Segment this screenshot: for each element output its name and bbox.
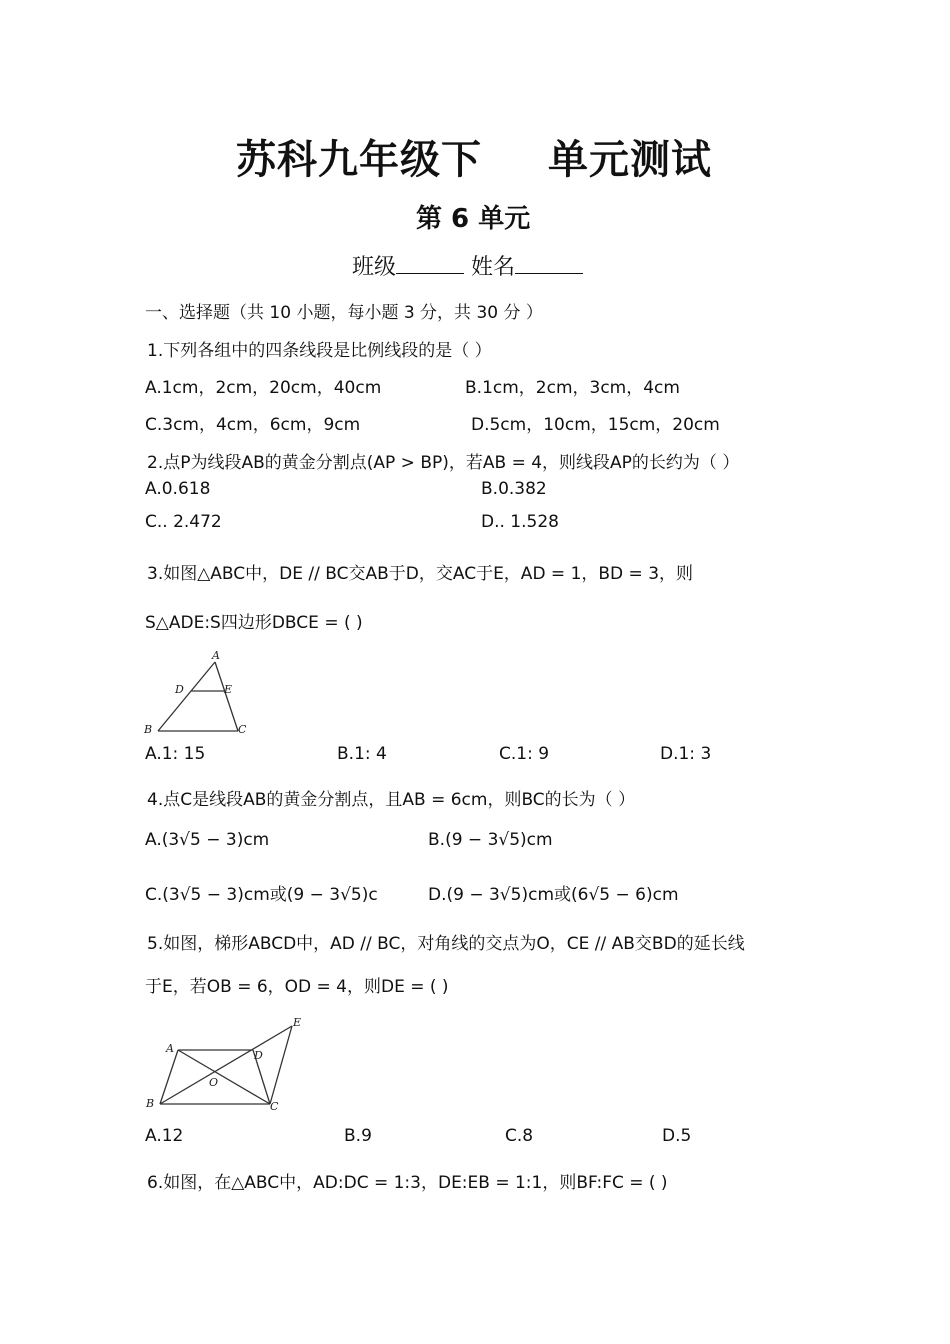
q3-option-c: C.1: 9 <box>499 744 550 764</box>
unit-heading: 第 6 单元 <box>416 204 531 234</box>
q5-side-ab <box>160 1050 178 1104</box>
q2-stem: 2.点P为线段AB的黄金分割点(AP > BP)，若AB = 4，则线段AP的长约为（ ） <box>147 453 740 473</box>
q4-stem: 4.点C是线段AB的黄金分割点，且AB = 6cm，则BC的长为（ ） <box>147 790 636 810</box>
q3-label-e: E <box>224 683 233 696</box>
q6-stem: 6.如图，在△ABC中，AD:DC = 1:3，DE:EB = 1:1，则BF:FC = ( ) <box>147 1173 668 1193</box>
q3-triangle-figure <box>140 648 252 740</box>
q5-stem-2: 于E，若OB = 6，OD = 4，则DE = ( ) <box>145 977 449 997</box>
q5-label-o: O <box>209 1076 219 1089</box>
q2-option-a: A.0.618 <box>145 479 211 499</box>
q5-option-d: D.5 <box>662 1126 692 1146</box>
q5-label-b: B <box>146 1097 155 1110</box>
class-label: 班级 <box>352 255 397 280</box>
q3-label-c: C <box>238 723 247 736</box>
name-label: 姓名 <box>471 255 516 280</box>
q5-option-a: A.12 <box>145 1126 184 1146</box>
q3-label-b: B <box>144 723 153 736</box>
q2-option-b: B.0.382 <box>481 479 547 499</box>
q3-option-a: A.1: 15 <box>145 744 206 764</box>
q1-option-a: A.1cm，2cm，20cm，40cm <box>145 378 382 398</box>
page-title-right: 单元测试 <box>548 137 712 183</box>
class-blank[interactable] <box>396 253 464 274</box>
q5-trapezoid-figure <box>140 1012 310 1116</box>
q3-option-b: B.1: 4 <box>337 744 387 764</box>
q5-option-b: B.9 <box>344 1126 372 1146</box>
q3-label-a: A <box>212 649 220 662</box>
q3-stem-ratio: S△ADE:S四边形DBCE = ( ) <box>145 613 363 633</box>
q5-label-c: C <box>270 1100 279 1113</box>
section-heading: 一、选择题（共 10 小题，每小题 3 分，共 30 分 ） <box>145 303 543 323</box>
q4-option-c: C.(3√5 − 3)cm或(9 − 3√5)c <box>145 885 378 905</box>
page-title-left: 苏科九年级下 <box>236 137 482 183</box>
q1-option-b: B.1cm，2cm，3cm，4cm <box>465 378 680 398</box>
q3-side-ab <box>158 662 215 731</box>
q3-label-d: D <box>175 683 184 696</box>
q3-side-ac <box>215 662 238 731</box>
q5-label-a: A <box>166 1042 174 1055</box>
q1-option-d: D.5cm，10cm，15cm，20cm <box>471 415 720 435</box>
q5-label-e: E <box>293 1016 302 1029</box>
q1-option-c: C.3cm，4cm，6cm，9cm <box>145 415 361 435</box>
q2-option-c: C.. 2.472 <box>145 512 222 532</box>
q3-stem: 3.如图△ABC中，DE // BC交AB于D，交AC于E，AD = 1，BD = 3，则 <box>147 564 694 584</box>
q3-option-d: D.1: 3 <box>660 744 712 764</box>
q2-option-d: D.. 1.528 <box>481 512 559 532</box>
q4-option-b: B.(9 − 3√5)cm <box>428 830 553 850</box>
q5-stem: 5.如图，梯形ABCD中，AD // BC，对角线的交点为O，CE // AB交BD的延长线 <box>147 934 745 954</box>
q5-label-d: D <box>254 1049 263 1062</box>
q5-line-be <box>160 1026 292 1104</box>
name-blank[interactable] <box>515 253 583 274</box>
q4-option-d: D.(9 − 3√5)cm或(6√5 − 6)cm <box>428 885 679 905</box>
q1-stem: 1.下列各组中的四条线段是比例线段的是（ ） <box>147 341 492 361</box>
q4-option-a: A.(3√5 − 3)cm <box>145 830 270 850</box>
q5-option-c: C.8 <box>505 1126 534 1146</box>
class-name-line <box>352 250 583 281</box>
